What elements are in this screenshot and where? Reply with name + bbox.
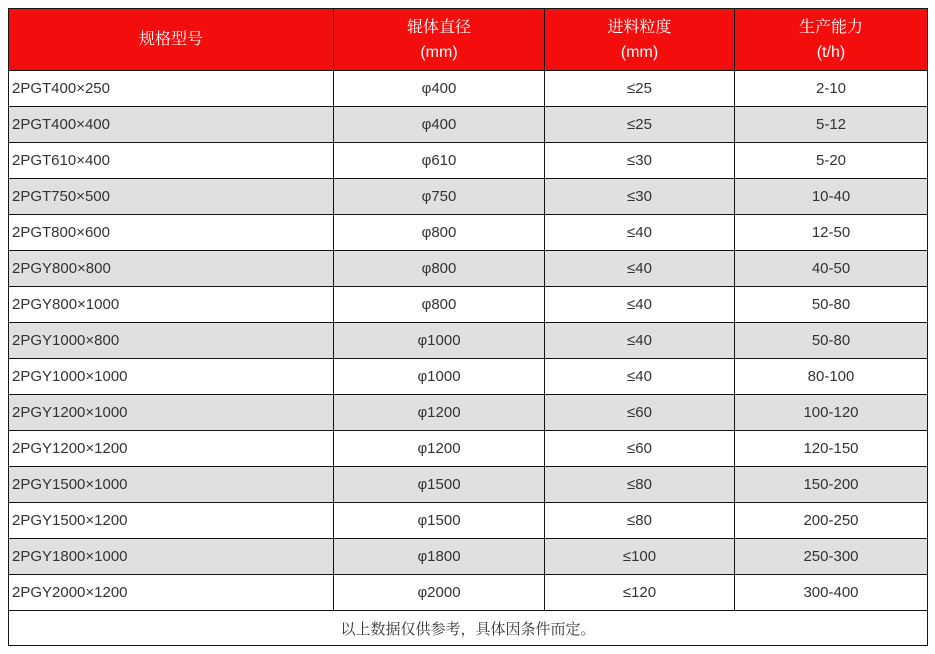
value-cell: ≤30 — [545, 143, 735, 179]
value-cell: φ1500 — [334, 503, 545, 539]
value-cell: ≤25 — [545, 107, 735, 143]
value-cell: ≤60 — [545, 395, 735, 431]
model-cell: 2PGY1800×1000 — [9, 539, 334, 575]
model-cell: 2PGY1500×1000 — [9, 467, 334, 503]
model-cell: 2PGY800×1000 — [9, 287, 334, 323]
value-cell: 300-400 — [735, 575, 928, 611]
value-cell: ≤40 — [545, 251, 735, 287]
table-row — [9, 179, 928, 215]
value-cell: ≤100 — [545, 539, 735, 575]
table-row — [9, 107, 928, 143]
value-cell: ≤30 — [545, 179, 735, 215]
value-cell: 100-120 — [735, 395, 928, 431]
value-cell: φ1800 — [334, 539, 545, 575]
column-header-label: 进料粒度 — [607, 18, 672, 36]
value-cell: φ400 — [334, 107, 545, 143]
table-row — [9, 71, 928, 107]
value-cell: 200-250 — [735, 503, 928, 539]
value-cell: ≤40 — [545, 359, 735, 395]
column-header-unit: (t/h) — [816, 43, 846, 61]
value-cell: 10-40 — [735, 179, 928, 215]
model-cell: 2PGY2000×1200 — [9, 575, 334, 611]
value-cell: 150-200 — [735, 467, 928, 503]
value-cell: 50-80 — [735, 287, 928, 323]
table-row — [9, 395, 928, 431]
value-cell: 12-50 — [735, 215, 928, 251]
table-row — [9, 467, 928, 503]
table-row — [9, 503, 928, 539]
value-cell: ≤40 — [545, 287, 735, 323]
table-row — [9, 143, 928, 179]
model-cell: 2PGT800×600 — [9, 215, 334, 251]
footnote-row — [9, 611, 928, 646]
value-cell: φ610 — [334, 143, 545, 179]
table-row — [9, 251, 928, 287]
value-cell: ≤40 — [545, 323, 735, 359]
value-cell: φ400 — [334, 71, 545, 107]
model-cell: 2PGY1000×800 — [9, 323, 334, 359]
table-row — [9, 323, 928, 359]
spec-table — [8, 8, 928, 646]
value-cell: 5-12 — [735, 107, 928, 143]
value-cell: φ1500 — [334, 467, 545, 503]
model-cell: 2PGY1200×1000 — [9, 395, 334, 431]
column-header-capacity — [735, 9, 928, 71]
value-cell: ≤25 — [545, 71, 735, 107]
value-cell: 40-50 — [735, 251, 928, 287]
value-cell: φ800 — [334, 287, 545, 323]
column-header-feed-size — [545, 9, 735, 71]
model-cell: 2PGT750×500 — [9, 179, 334, 215]
value-cell: φ1000 — [334, 323, 545, 359]
model-cell: 2PGY800×800 — [9, 251, 334, 287]
value-cell: φ1000 — [334, 359, 545, 395]
value-cell: φ800 — [334, 215, 545, 251]
column-header-label: 辊体直径 — [406, 18, 471, 36]
value-cell: ≤80 — [545, 467, 735, 503]
column-header-label: 生产能力 — [798, 18, 863, 36]
value-cell: 250-300 — [735, 539, 928, 575]
value-cell: φ800 — [334, 251, 545, 287]
value-cell: φ2000 — [334, 575, 545, 611]
value-cell: φ750 — [334, 179, 545, 215]
model-cell: 2PGY1200×1200 — [9, 431, 334, 467]
spec-table-foot — [9, 611, 928, 646]
value-cell: 120-150 — [735, 431, 928, 467]
header-row — [9, 9, 928, 71]
footnote-text: 以上数据仅供参考，具体因条件而定。 — [9, 611, 928, 646]
column-header-roller-diameter — [334, 9, 545, 71]
spec-table-header — [9, 9, 928, 71]
model-cell: 2PGY1500×1200 — [9, 503, 334, 539]
value-cell: φ1200 — [334, 431, 545, 467]
value-cell: ≤60 — [545, 431, 735, 467]
table-row — [9, 287, 928, 323]
value-cell: ≤120 — [545, 575, 735, 611]
value-cell: ≤40 — [545, 215, 735, 251]
model-cell: 2PGT400×250 — [9, 71, 334, 107]
table-row — [9, 431, 928, 467]
value-cell: 2-10 — [735, 71, 928, 107]
model-cell: 2PGY1000×1000 — [9, 359, 334, 395]
table-row — [9, 359, 928, 395]
column-header-unit: (mm) — [620, 43, 659, 61]
table-row — [9, 575, 928, 611]
value-cell: φ1200 — [334, 395, 545, 431]
column-header-model — [9, 9, 334, 71]
value-cell: ≤80 — [545, 503, 735, 539]
spec-table-body — [9, 71, 928, 611]
model-cell: 2PGT400×400 — [9, 107, 334, 143]
value-cell: 80-100 — [735, 359, 928, 395]
value-cell: 5-20 — [735, 143, 928, 179]
value-cell: 50-80 — [735, 323, 928, 359]
column-header-unit: (mm) — [420, 43, 458, 61]
table-row — [9, 215, 928, 251]
column-header-label: 规格型号 — [138, 31, 203, 48]
table-row — [9, 539, 928, 575]
model-cell: 2PGT610×400 — [9, 143, 334, 179]
